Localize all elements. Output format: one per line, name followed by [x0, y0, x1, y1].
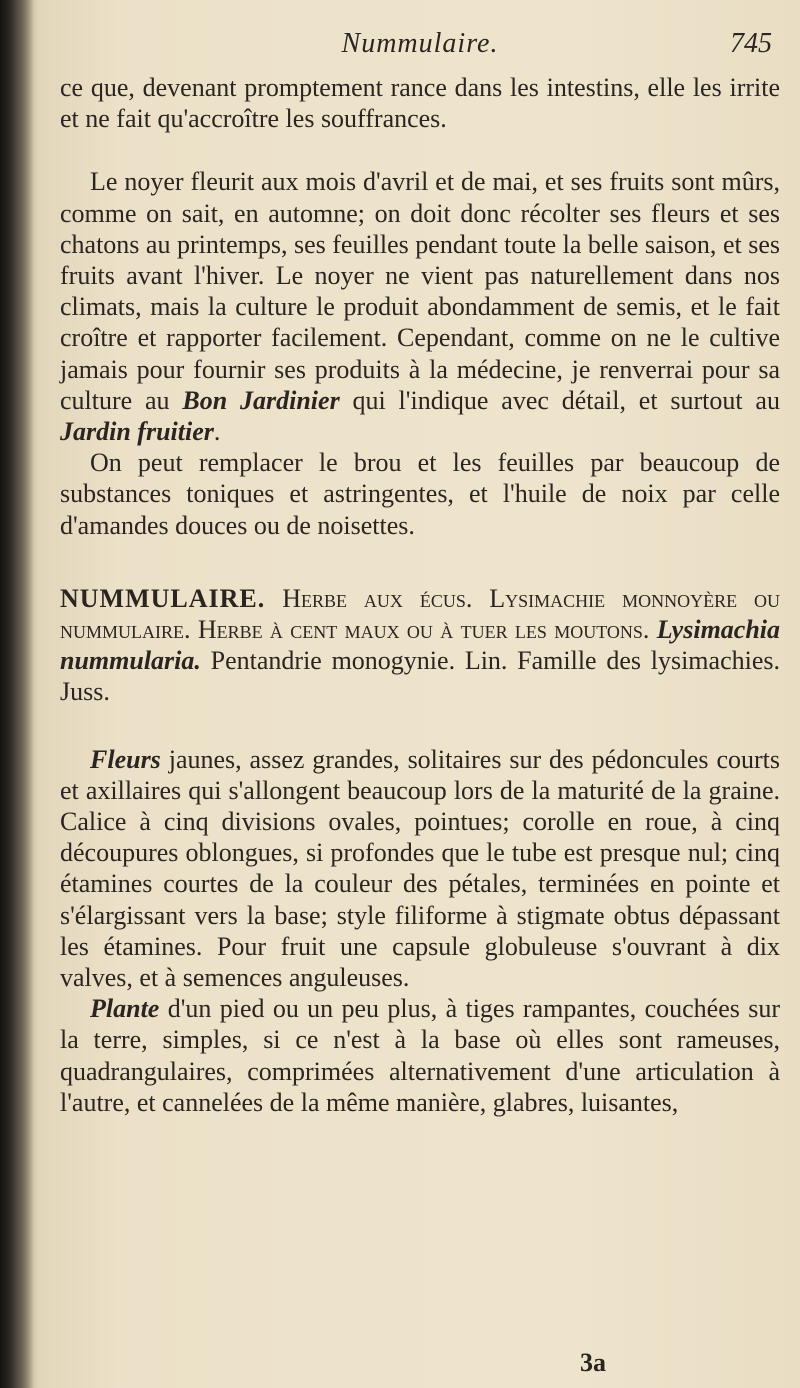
entry-synonyms: Herbe aux écus. Lysimachie monnoyère ou nummulaire. Herbe à cent maux ou à tuer les moutons.: [60, 583, 780, 645]
label-fleurs: Fleurs: [90, 744, 161, 774]
page-header: [60, 28, 780, 68]
label-plante: Plante: [90, 994, 160, 1024]
binding-gutter: [0, 0, 34, 1388]
reference-bon-jardinier: Bon Jardinier: [182, 385, 340, 415]
paragraph-substitutes: On peut remplacer le brou et les feuilles par beaucoup de substances toniques et astringentes, et l'huile de noix par celle d'amandes douces ou de noisettes.: [60, 448, 780, 540]
entry-headword: NUMMULAIRE.: [60, 583, 266, 613]
entry-classification: Pentandrie monogynie. Lin. Famille des lysimachies. Juss.: [60, 646, 780, 707]
paragraph-continuation: ce que, devenant promptement rance dans les intestins, elle les irrite et ne fait qu'accroître les souffrances.: [60, 73, 780, 134]
entry-heading: [60, 583, 780, 708]
page-body: [60, 72, 780, 1118]
paragraph-walnut-culture: Le noyer fleurit aux mois d'avril et de mai, et ses fruits sont mûrs, comme on sait, en automne; on doit donc récolter ses fleurs et ses chatons au printemps, ses feuilles pendant toute la belle saison, et ses fruits avant l'hiver. Le noyer ne vient pas naturellement dans nos climats, mais la culture le produit abondamment de semis, et le fait croître et rapporter facilement. Cependant, comme on ne le cultive jamais pour fournir ses produits à la médecine, je renverrai pour sa culture au Bon Jardinier qui l'indique avec détail, et surtout au Jardin fruitier.: [60, 167, 780, 447]
running-title: Nummulaire.: [341, 28, 499, 59]
paragraph-plant: Plante d'un pied ou un peu plus, à tiges rampantes, couchées sur la terre, simples, si ce n'est à la base où elles sont rameuses, quadrangulaires, comprimées alternativement d'une articulation à l'autre, et cannelées de la même manière, glabres, luisantes,: [60, 994, 780, 1117]
signature-mark: 3a: [580, 1348, 606, 1377]
paragraph-flowers: Fleurs jaunes, assez grandes, solitaires sur des pédoncules courts et axillaires qui s'allongent beaucoup lors de la maturité de la graine. Calice à cinq divisions ovales, pointues; corolle en roue, à cinq découpures oblongues, si profondes que le tube est presque nul; cinq étamines courtes de la couleur des pétales, terminées en pointe et s'élargissant vers la base; style filiforme à stigmate obtus dépassant les étamines. Pour fruit une capsule globuleuse s'ouvrant à dix valves, et à semences anguleuses.: [60, 744, 780, 993]
page-number: 745: [730, 28, 772, 59]
reference-jardin-fruitier: Jardin fruitier: [60, 417, 214, 447]
entry-latin-name: Lysimachia nummularia.: [60, 615, 781, 676]
